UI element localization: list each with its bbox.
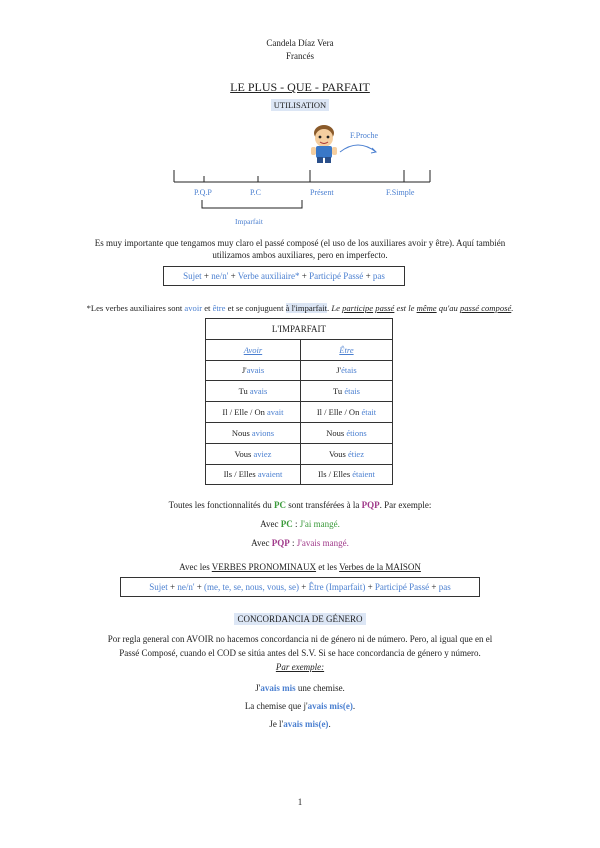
- formula2-plus: +: [194, 582, 205, 592]
- note-imparfait: à l'imparfait: [285, 303, 328, 313]
- verb-form: étais: [344, 386, 360, 397]
- cell-etre: [300, 381, 392, 402]
- fproche-arrow: [340, 145, 376, 152]
- concordancia-line-2: Passé Composé, cuando el COD se sitúa antes del S.V. Si se hace concordancia de género y número.: [119, 648, 481, 658]
- verb-form: avais: [249, 386, 268, 397]
- par-exemple: Par exemple:: [275, 662, 325, 672]
- formula2-plus: +: [167, 582, 178, 592]
- table-title: L'IMPARFAIT: [206, 319, 393, 340]
- note-text: Le: [331, 303, 343, 313]
- formula1-sujet: Sujet: [183, 271, 202, 281]
- verb-form: avait: [267, 407, 284, 418]
- cell-avoir: [206, 443, 301, 464]
- formula1-plus: +: [201, 271, 212, 281]
- formula2-plus: +: [299, 582, 309, 592]
- cell-avoir: [206, 360, 301, 381]
- formula1-plus: +: [299, 271, 310, 281]
- concordancia-example-2: [0, 701, 600, 711]
- header-avoir: Avoir: [206, 339, 301, 360]
- cell-etre: [300, 402, 392, 423]
- note-text: et: [202, 303, 213, 313]
- example-text: une chemise.: [295, 683, 345, 693]
- pronoun: Ils / Elles: [223, 469, 258, 480]
- table-title-row: [206, 319, 393, 340]
- note-avoir: avoir: [184, 303, 203, 313]
- cell-etre: [300, 422, 392, 443]
- verb-form: étiez: [347, 448, 364, 459]
- label-pqp: P.Q.P: [194, 188, 212, 197]
- table-row: [206, 464, 393, 485]
- cell-avoir: [206, 464, 301, 485]
- note-participe: participe: [342, 303, 374, 313]
- verb-form: étais: [341, 365, 357, 376]
- pronoun: Vous: [234, 448, 254, 459]
- note-passe-compose: passé composé: [459, 303, 512, 313]
- label-imparfait: Imparfait: [235, 217, 263, 226]
- note-text: est le: [394, 303, 417, 313]
- pronoun: Il / Elle / On: [222, 407, 268, 418]
- label-pc: P.C: [250, 188, 261, 197]
- transfer-pc: PC: [273, 500, 286, 510]
- table-row: [206, 422, 393, 443]
- note-text: .: [511, 303, 514, 313]
- pronominaux-line: [0, 562, 600, 572]
- table-row: [206, 443, 393, 464]
- formula1-participe: Participé Passé: [309, 271, 364, 281]
- transfer-text: sont transférées à la: [285, 500, 362, 510]
- example-text: Je l': [269, 719, 284, 729]
- pronoun: Nous: [326, 427, 347, 438]
- concordancia-title-wrap: [0, 614, 600, 624]
- note-text: *Les verbes auxiliaires sont: [86, 303, 185, 313]
- label-fsimple: F.Simple: [386, 188, 415, 197]
- example-text: J': [255, 683, 261, 693]
- table-row: [206, 402, 393, 423]
- example-text: .: [328, 719, 331, 729]
- formula1-plus: +: [363, 271, 373, 281]
- page-number: 1: [297, 797, 303, 807]
- transfer-text: Toutes les fonctionnalités du: [168, 500, 274, 510]
- header-etre: Être: [300, 339, 392, 360]
- formula-box-1: [163, 266, 405, 286]
- pronoun: Ils / Elles: [318, 469, 353, 480]
- example-text: :: [289, 538, 297, 548]
- title-wrap: [0, 80, 600, 95]
- formula-box-2: [120, 577, 480, 597]
- cell-avoir: [206, 381, 301, 402]
- formula1-ne: ne/n': [211, 271, 229, 281]
- concordancia-line-1: Por regla general con AVOIR no hacemos concordancia ni de género ni de número. Pero, al igual que en el: [107, 634, 493, 644]
- table-header-row: [206, 339, 393, 360]
- pronoun: J': [241, 365, 247, 376]
- pronoun: Vous: [328, 448, 348, 459]
- cell-etre: [300, 443, 392, 464]
- concordancia-example-3: [0, 719, 600, 729]
- note-text: .: [327, 303, 332, 313]
- label-fproche: F.Proche: [350, 131, 379, 140]
- cell-avoir: [206, 402, 301, 423]
- example-text: :: [292, 519, 300, 529]
- concordancia-example-1: [0, 683, 600, 693]
- auxiliary-note: [0, 303, 600, 313]
- imparfait-table: [205, 318, 393, 485]
- note-text: qu'au: [436, 303, 460, 313]
- pronoun: Tu: [333, 386, 345, 397]
- verb-form: aviez: [253, 448, 272, 459]
- table-row: [206, 360, 393, 381]
- imparfait-bracket: [202, 200, 302, 208]
- pronominaux-vm: Verbes de la MAISON: [339, 562, 421, 572]
- transfer-line: [0, 500, 600, 510]
- table-row: [206, 381, 393, 402]
- formula2-plus: +: [429, 582, 439, 592]
- boy-figure-icon: [311, 125, 337, 163]
- verb-form: avions: [251, 427, 275, 438]
- formula1-verbe: Verbe auxiliaire*: [237, 271, 300, 281]
- formula2-plus: +: [365, 582, 375, 592]
- example-text: Avec: [260, 519, 281, 529]
- example-pc-sentence: J'ai mangé.: [299, 519, 340, 529]
- label-present: Présent: [310, 188, 334, 197]
- example-bold: avais mis(e): [307, 701, 353, 711]
- example-pqp: [0, 538, 600, 548]
- example-pc: [0, 519, 600, 529]
- utilisation-wrap: [0, 100, 600, 110]
- verb-form: était: [361, 407, 377, 418]
- example-pc-label: PC: [280, 519, 293, 529]
- formula2-ne: ne/n': [177, 582, 195, 592]
- subject-name: Francés: [286, 51, 314, 61]
- pronominaux-vp: VERBES PRONOMINAUX: [211, 562, 317, 572]
- transfer-pqp: PQP: [361, 500, 380, 510]
- formula2-pronouns: (me, te, se, nous, vous, se): [204, 582, 300, 592]
- timeline-diagram: [160, 118, 450, 230]
- example-pqp-label: PQP: [271, 538, 290, 548]
- formula2-participe: Participé Passé: [374, 582, 430, 592]
- formula2-etre: Être (Imparfait): [308, 582, 366, 592]
- pronoun: Tu: [238, 386, 250, 397]
- concordancia-title: CONCORDANCIA DE GÉNERO: [234, 613, 365, 625]
- example-text: La chemise que j': [244, 701, 308, 711]
- pronoun: Il / Elle / On: [316, 407, 362, 418]
- note-meme: même: [416, 303, 437, 313]
- cell-avoir: [206, 422, 301, 443]
- note-etre: être: [212, 303, 226, 313]
- author-name: Candela Díaz Vera: [266, 38, 334, 48]
- example-bold: avais mis: [260, 683, 296, 693]
- pronoun: J': [336, 365, 342, 376]
- section-utilisation: UTILISATION: [271, 99, 329, 111]
- note-passe: passé: [375, 303, 395, 313]
- note-text: et se conjuguent: [225, 303, 286, 313]
- verb-form: étaient: [352, 469, 375, 480]
- verb-form: avais: [246, 365, 265, 376]
- example-bold: avais mis(e): [283, 719, 329, 729]
- cell-etre: [300, 360, 392, 381]
- example-pqp-sentence: J'avais mangé.: [296, 538, 349, 548]
- verb-form: étions: [346, 427, 367, 438]
- example-text: .: [352, 701, 356, 711]
- formula2-sujet: Sujet: [149, 582, 168, 592]
- intro-line-1: Es muy importante que tengamos muy claro el passé composé (el uso de los auxiliares avoir y être). Aquí también: [94, 238, 506, 248]
- verb-form: avaient: [257, 469, 283, 480]
- formula1-plus: +: [228, 271, 238, 281]
- pronominaux-text: Avec les: [179, 562, 212, 572]
- pronominaux-text: et les: [316, 562, 340, 572]
- pronoun: Nous: [231, 427, 252, 438]
- intro-line-2: utilizamos ambos auxiliares, pero en imperfecto.: [212, 250, 388, 260]
- page-title: LE PLUS - QUE - PARFAIT: [230, 80, 370, 94]
- formula1-pas: pas: [372, 271, 385, 281]
- transfer-text: . Par exemple:: [379, 500, 432, 510]
- par-exemple-wrap: [0, 662, 600, 672]
- formula2-pas: pas: [438, 582, 451, 592]
- example-text: Avec: [251, 538, 272, 548]
- cell-etre: [300, 464, 392, 485]
